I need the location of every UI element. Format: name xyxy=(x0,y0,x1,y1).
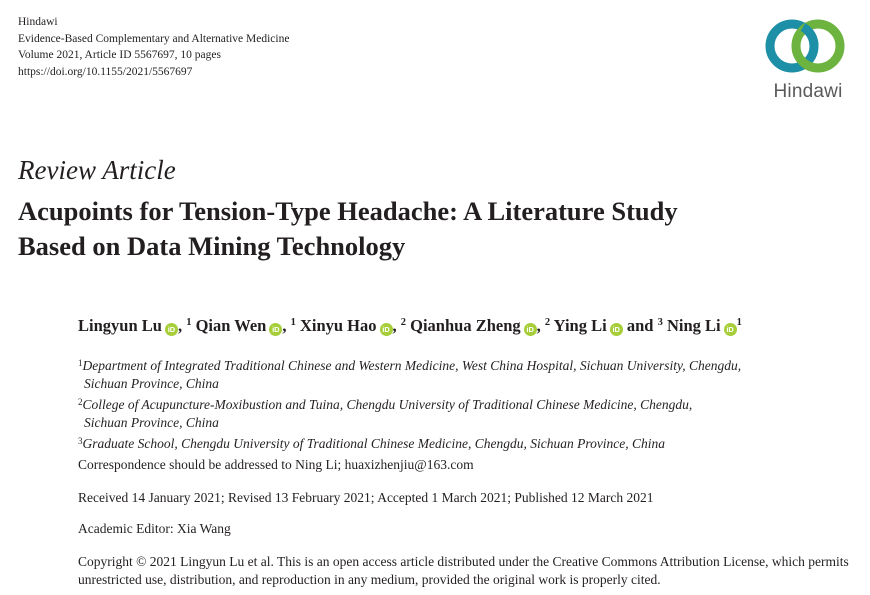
affiliation-marker: 1 xyxy=(186,317,192,328)
doi-link[interactable]: https://doi.org/10.1155/2021/5567697 xyxy=(18,65,193,78)
volume-info: Volume 2021, Article ID 5567697, 10 pages xyxy=(18,49,221,61)
author-name[interactable]: Xinyu Hao xyxy=(299,316,377,335)
affiliation-text: College of Acupuncture-Moxibustion and Tuina, Chengdu University of Traditional Chinese Medicine, Chengdu, xyxy=(82,397,693,412)
orcid-icon[interactable]: iD xyxy=(165,323,178,336)
affiliation-marker: 1 xyxy=(736,317,742,328)
title-line-2: Based on Data Mining Technology xyxy=(18,231,406,261)
author-separator: , xyxy=(536,316,545,335)
author-name[interactable]: Qian Wen xyxy=(195,316,267,335)
author-separator: , xyxy=(177,316,187,335)
author[interactable] xyxy=(667,316,742,335)
affiliation-number: 2 xyxy=(78,397,83,407)
affiliation-marker: 1 xyxy=(290,317,296,328)
affiliation-text: Department of Integrated Traditional Chinese and Western Medicine, West China Hospital, Sichuan University, Chengdu, xyxy=(82,358,742,373)
orcid-icon[interactable]: iD xyxy=(269,323,282,336)
copyright-notice: Copyright © 2021 Lingyun Lu et al. This is an open access article distributed under the Creative Commons Attribution License, which permits unrestricted use, distribution, and reproduction in any medium, provided the original work is properly cited. xyxy=(78,554,849,587)
orcid-icon[interactable]: iD xyxy=(724,323,737,336)
author-separator: , xyxy=(282,316,291,335)
academic-editor: Academic Editor: Xia Wang xyxy=(78,521,231,536)
orcid-icon[interactable]: iD xyxy=(524,323,537,336)
author[interactable] xyxy=(196,316,296,335)
affiliation-number: 1 xyxy=(78,358,83,368)
affiliation-text-cont: Sichuan Province, China xyxy=(84,415,219,430)
affiliation-2 xyxy=(78,393,858,432)
title-line-1: Acupoints for Tension-Type Headache: A Literature Study xyxy=(18,196,678,226)
author-separator: and xyxy=(622,316,658,335)
author[interactable] xyxy=(410,316,550,335)
publication-dates: Received 14 January 2021; Revised 13 February 2021; Accepted 1 March 2021; Published 12 March 2021 xyxy=(78,490,654,505)
affiliation-text: Graduate School, Chengdu University of Traditional Chinese Medicine, Chengdu, Sichuan Province, China xyxy=(82,436,666,451)
author[interactable] xyxy=(554,316,663,335)
author-separator: , xyxy=(392,316,401,335)
affiliation-marker: 2 xyxy=(544,317,551,328)
correspondence: Correspondence should be addressed to Ning Li; huaxizhenjiu@163.com xyxy=(78,457,474,472)
logo-wordmark: Hindawi xyxy=(773,81,843,102)
affiliation-number: 3 xyxy=(78,436,83,446)
journal-header xyxy=(18,14,289,80)
affiliation-text-cont: Sichuan Province, China xyxy=(84,376,219,391)
affiliation-1 xyxy=(78,354,858,393)
orcid-icon[interactable]: iD xyxy=(380,323,393,336)
article-title xyxy=(18,194,818,264)
author[interactable] xyxy=(300,316,406,335)
orcid-icon[interactable]: iD xyxy=(610,323,623,336)
hindawi-logo-icon xyxy=(762,12,854,82)
journal-name: Evidence-Based Complementary and Alternative Medicine xyxy=(18,32,290,45)
affiliation-3 xyxy=(78,432,858,453)
publisher-name: Hindawi xyxy=(18,16,58,28)
affiliation-marker: 3 xyxy=(657,317,663,328)
author-name[interactable]: Ning Li xyxy=(666,316,721,335)
author-name[interactable]: Lingyun Lu xyxy=(78,316,162,335)
hindawi-logo xyxy=(762,12,854,104)
affiliation-list xyxy=(78,354,858,453)
affiliation-marker: 2 xyxy=(400,317,407,328)
author-list xyxy=(78,316,742,336)
article-type: Review Article xyxy=(18,155,176,185)
author-name[interactable]: Ying Li xyxy=(553,316,607,335)
author-name[interactable]: Qianhua Zheng xyxy=(410,316,521,335)
author[interactable] xyxy=(78,316,191,335)
